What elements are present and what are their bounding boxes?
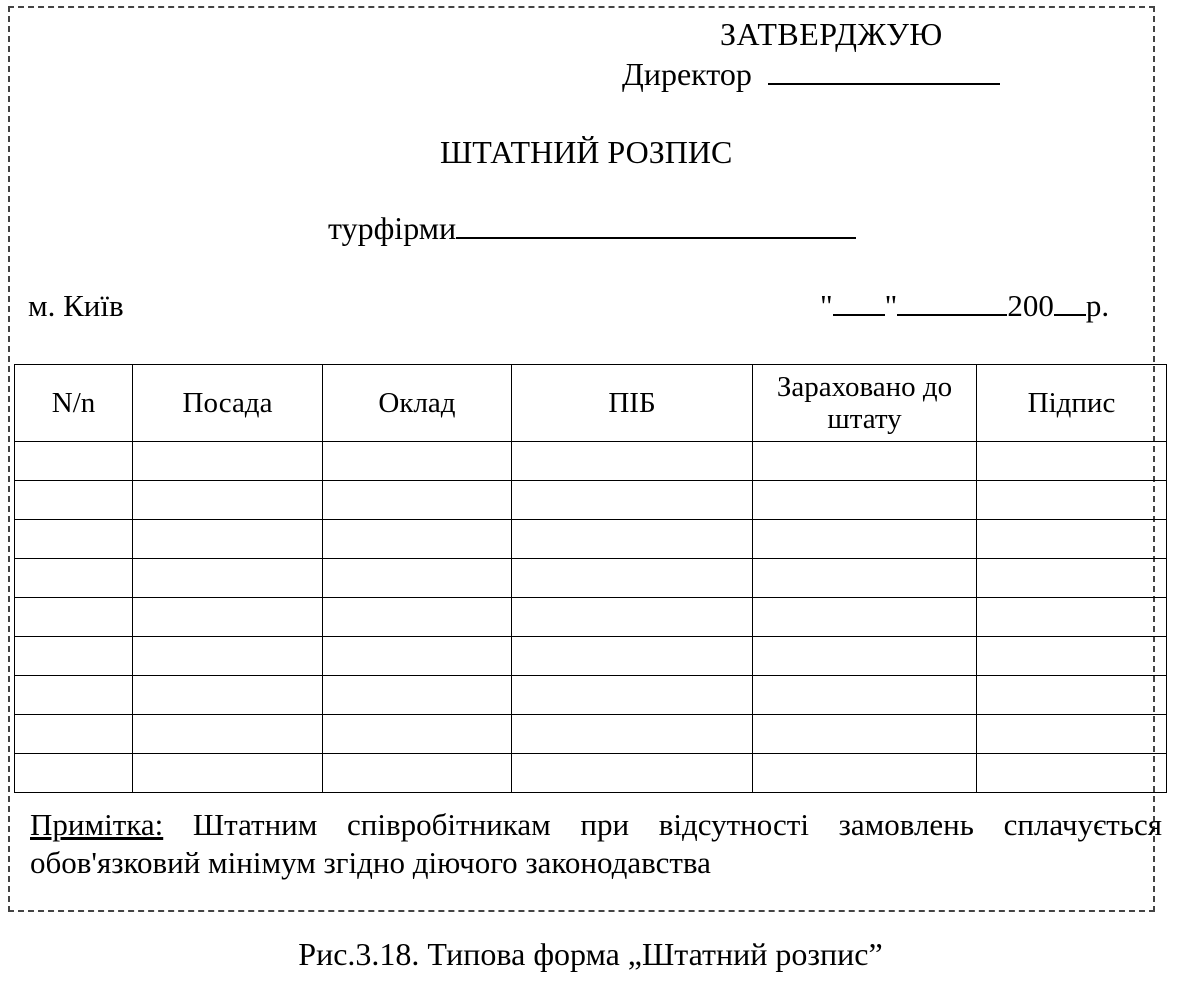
table-row (15, 754, 1167, 793)
column-header-position: Посада (133, 365, 323, 442)
table-row (15, 520, 1167, 559)
table-cell (323, 637, 512, 676)
table-row (15, 559, 1167, 598)
column-header-salary: Оклад (323, 365, 512, 442)
table-cell (133, 559, 323, 598)
table-row (15, 676, 1167, 715)
table-cell (512, 442, 753, 481)
table-cell (15, 442, 133, 481)
table-cell (512, 637, 753, 676)
table-row (15, 715, 1167, 754)
table-cell (977, 442, 1167, 481)
date-month-blank (897, 288, 1007, 316)
director-label: Директор (622, 56, 752, 92)
table-cell (977, 559, 1167, 598)
column-header-enrolled: Зараховано до штату (753, 365, 977, 442)
table-cell (323, 481, 512, 520)
city-label: м. Київ (28, 288, 124, 323)
table-cell (753, 715, 977, 754)
table-cell (977, 676, 1167, 715)
table-cell (15, 520, 133, 559)
table-cell (512, 754, 753, 793)
table-cell (15, 598, 133, 637)
table-cell (753, 520, 977, 559)
table-cell (977, 754, 1167, 793)
column-header-number: N/n (15, 365, 133, 442)
table-cell (133, 754, 323, 793)
firm-label: турфірми (328, 210, 457, 246)
table-cell (512, 559, 753, 598)
column-header-full-name: ПІБ (512, 365, 753, 442)
table-cell (323, 442, 512, 481)
table-cell (15, 715, 133, 754)
firm-name-blank (456, 211, 856, 239)
table-row (15, 442, 1167, 481)
approve-label: ЗАТВЕРДЖУЮ (720, 16, 943, 52)
table-cell (323, 676, 512, 715)
date-year-blank (1054, 288, 1086, 316)
note-text: Штатним співробітникам при відсутності замовлень сплачується обов'язковий мінімум згідно діючого законодавства (30, 807, 1163, 880)
table-cell (753, 637, 977, 676)
table-cell (512, 715, 753, 754)
firm-line (328, 210, 856, 247)
table-cell (133, 598, 323, 637)
note (30, 806, 1162, 882)
date-quote-open: " (820, 288, 833, 323)
table-cell (133, 520, 323, 559)
table-cell (753, 559, 977, 598)
table-cell (977, 715, 1167, 754)
table-cell (133, 481, 323, 520)
table-cell (753, 481, 977, 520)
table-cell (323, 520, 512, 559)
table-cell (133, 676, 323, 715)
director-line (622, 56, 1000, 93)
table-cell (323, 598, 512, 637)
table-row (15, 637, 1167, 676)
document-title: ШТАТНИЙ РОЗПИС (440, 134, 733, 170)
date-year-suffix: р. (1085, 288, 1110, 323)
date-line (820, 288, 1109, 324)
table-cell (977, 637, 1167, 676)
table-cell (753, 754, 977, 793)
table-cell (15, 481, 133, 520)
table-cell (977, 520, 1167, 559)
date-quote-close: " (884, 288, 898, 323)
table-cell (977, 481, 1167, 520)
date-year-prefix: 200 (1007, 288, 1054, 323)
date-day-blank (833, 288, 885, 316)
table-cell (512, 520, 753, 559)
table-body (15, 442, 1167, 793)
table-header-row (15, 365, 1167, 442)
table-cell (15, 637, 133, 676)
table-cell (323, 754, 512, 793)
table-cell (133, 715, 323, 754)
table-row (15, 598, 1167, 637)
table-cell (323, 715, 512, 754)
table-cell (753, 598, 977, 637)
director-signature-blank (768, 57, 1000, 85)
table-cell (753, 676, 977, 715)
table-cell (133, 637, 323, 676)
table-cell (133, 442, 323, 481)
table-cell (15, 559, 133, 598)
table-cell (512, 598, 753, 637)
table-cell (323, 559, 512, 598)
figure-caption: Рис.3.18. Типова форма „Штатний розпис” (298, 936, 883, 972)
column-header-signature: Підпис (977, 365, 1167, 442)
table-cell (15, 754, 133, 793)
table-cell (512, 676, 753, 715)
table-cell (977, 598, 1167, 637)
table-cell (512, 481, 753, 520)
staff-table (14, 364, 1167, 793)
table-cell (15, 676, 133, 715)
note-label: Примітка: (30, 807, 164, 842)
table-cell (753, 442, 977, 481)
table-row (15, 481, 1167, 520)
